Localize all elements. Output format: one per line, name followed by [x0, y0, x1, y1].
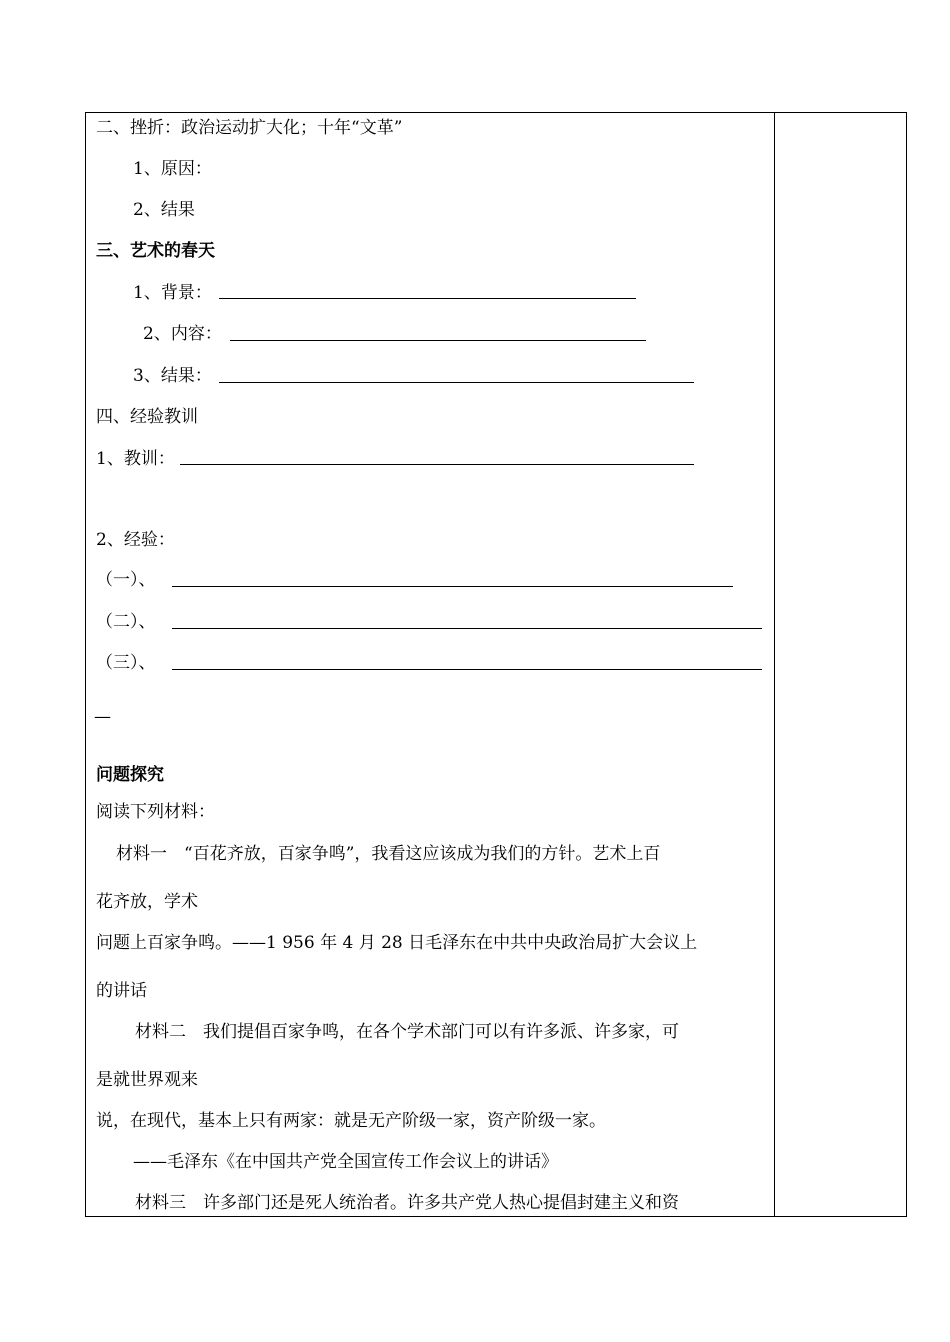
blank-line-result — [219, 382, 694, 383]
experience-3-label: （三）、 — [96, 653, 156, 673]
blank-line-lesson — [180, 464, 694, 465]
inquiry-intro: 阅读下列材料： — [96, 802, 215, 822]
experience-label: 2、经验： — [96, 530, 175, 550]
material-1-line-3: 问题上百家争鸣。——1 956 年 4 月 28 日毛泽东在中共中央政治局扩大会议上 — [96, 933, 698, 953]
lesson-label: 1、教训： — [96, 449, 175, 469]
section-3-item-2: 2、内容： — [143, 324, 222, 344]
section-2-heading: 二、挫折：政治运动扩大化；十年“文革” — [96, 118, 403, 138]
material-1-line-2: 花齐放，学术 — [96, 892, 198, 912]
section-3-item-3: 3、结果： — [133, 366, 212, 386]
material-2-source: ——毛泽东《在中国共产党全国宣传工作会议上的讲话》 — [133, 1152, 558, 1172]
material-1-line-4: 的讲话 — [96, 981, 147, 1001]
material-1-line-1: 材料一 “百花齐放，百家争鸣”，我看这应该成为我们的方针。艺术上百 — [116, 844, 661, 864]
material-3-line-1: 材料三 许多部门还是死人统治者。许多共产党人热心提倡封建主义和资 — [135, 1193, 679, 1213]
trailing-dash: — — [94, 707, 111, 727]
section-4-heading: 四、经验教训 — [96, 407, 198, 427]
experience-2-label: （二）、 — [96, 612, 156, 632]
blank-line-experience-2 — [172, 628, 762, 629]
section-2-item-2: 2、结果 — [133, 200, 195, 220]
blank-line-background — [219, 298, 636, 299]
section-3-item-1: 1、背景： — [133, 283, 212, 303]
experience-1-label: （一）、 — [96, 570, 156, 590]
inquiry-heading: 问题探究 — [96, 765, 164, 785]
blank-line-content — [230, 340, 646, 341]
material-2-line-3: 说，在现代，基本上只有两家：就是无产阶级一家，资产阶级一家。 — [96, 1111, 606, 1131]
table-frame — [85, 112, 907, 1217]
section-2-item-1: 1、原因： — [133, 159, 212, 179]
column-divider — [774, 112, 775, 1217]
material-2-line-1: 材料二 我们提倡百家争鸣，在各个学术部门可以有许多派、许多家，可 — [135, 1022, 679, 1042]
blank-line-experience-1 — [172, 586, 733, 587]
material-2-line-2: 是就世界观来 — [96, 1070, 198, 1090]
section-3-heading: 三、艺术的春天 — [96, 241, 215, 261]
blank-line-experience-3 — [172, 669, 762, 670]
